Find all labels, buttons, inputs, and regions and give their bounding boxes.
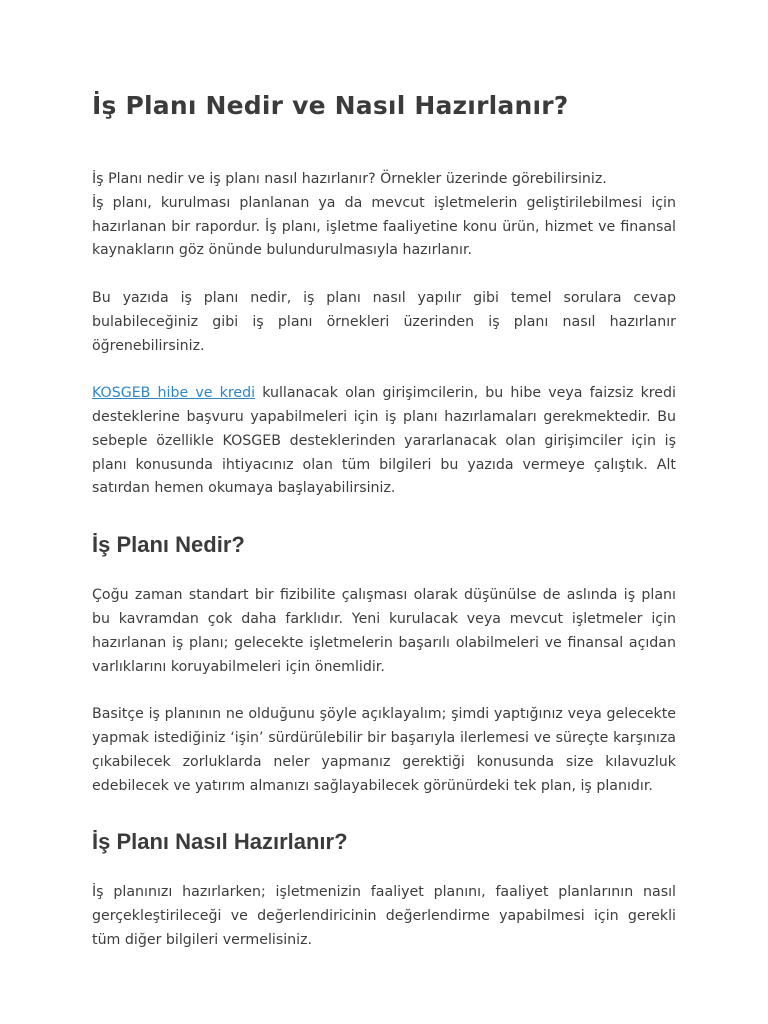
page-title: İş Planı Nedir ve Nasıl Hazırlanır? — [92, 91, 569, 120]
article — [92, 86, 676, 953]
kosgeb-paragraph-text: kullanacak olan girişimcilerin, bu hibe veya faizsiz kredi desteklerine başvuru yapabilmeleri için iş planı hazırlamaları gerekmektedir. Bu sebeple özellikle KOSGEB desteklerinden yararlanacak olan girişimciler için iş planı konusunda ihtiyacınız olan tüm bilgileri bu yazıda vermeye çalıştık. Alt satırdan hemen okumaya başlayabilirsiniz. — [92, 385, 676, 497]
kosgeb-paragraph — [92, 382, 676, 501]
section1-paragraph-2: Basitçe iş planının ne olduğunu şöyle açıklayalım; şimdi yaptığınız veya gelecekte yapmak istediğiniz ‘işin’ sürdürülebilir bir başarıyla ilerlemesi ve süreçte karşınıza çıkabilecek zorluklarda neler yapmanız gerektiği konusunda size kılavuzluk edebilecek ve yatırım almanızı sağlayabilecek görünürdeki tek plan, iş planıdır. — [92, 706, 676, 794]
intro-line: İş Planı nedir ve iş planı nasıl hazırlanır? Örnekler üzerinde görebilirsiniz. — [92, 171, 607, 187]
intro-paragraph: İş planı, kurulması planlanan ya da mevcut işletmelerin geliştirilebilmesi için hazırlanan bir rapordur. İş planı, işletme faaliyetine konu ürün, hizmet ve finansal kaynakların göz önünde bulundurulmasıyla hazırlanır. — [92, 194, 676, 259]
section-heading-is-plani-nedir: İş Planı Nedir? — [92, 532, 245, 558]
section-heading-nasil-hazirlanir: İş Planı Nasıl Hazırlanır? — [92, 829, 348, 855]
section1-paragraph-1: Çoğu zaman standart bir fizibilite çalışması olarak düşünülse de aslında iş planı bu kavramdan çok daha farklıdır. Yeni kurulacak veya mevcut işletmeler için hazırlanan iş planı; gelecekte işletmelerin başarılı olabilmeleri ve finansal açıdan varlıklarını koruyabilmeleri için önemlidir. — [92, 587, 676, 675]
intro-paragraph-2: Bu yazıda iş planı nedir, iş planı nasıl yapılır gibi temel sorulara cevap bulabileceğiniz gibi iş planı örnekleri üzerinden iş planı nasıl hazırlanır öğrenebilirsiniz. — [92, 289, 676, 354]
section2-paragraph-1: İş planınızı hazırlarken; işletmenizin faaliyet planını, faaliyet planlarının nasıl gerçekleştirileceği ve değerlendiricinin değerlendirme yapabilmesi için gerekli tüm diğer bilgileri vermelisiniz. — [92, 884, 676, 948]
kosgeb-link[interactable]: KOSGEB hibe ve kredi — [92, 385, 256, 402]
